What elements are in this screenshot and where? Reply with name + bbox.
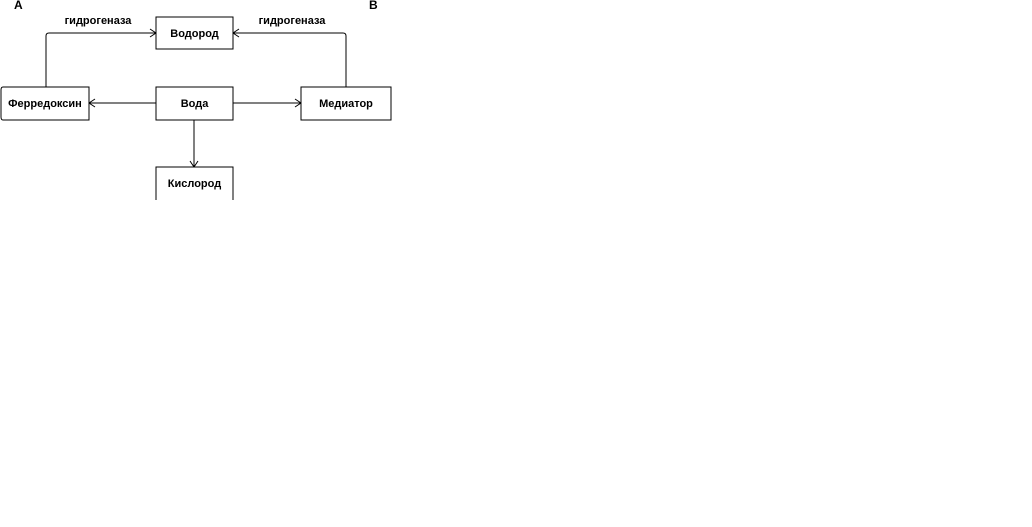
- node-ferredoxin: [1, 87, 89, 120]
- node-ferredoxin-label: Ферредоксин: [8, 98, 82, 110]
- node-mediator-label: Медиатор: [319, 98, 373, 110]
- right-enzyme-label: гидрогеназа: [258, 15, 326, 27]
- edge-ferredoxin-to-hydrogen: [46, 29, 156, 87]
- node-hydrogen: [156, 17, 233, 49]
- node-oxygen-label: Кислород: [167, 178, 222, 190]
- edge-mediator-to-hydrogen: [233, 29, 346, 87]
- edge-water-to-ferredoxin: [89, 99, 156, 107]
- node-water: [156, 87, 233, 120]
- edge-water-to-oxygen: [190, 120, 198, 167]
- corner-label-a: A: [14, 0, 23, 12]
- node-oxygen: [156, 167, 233, 200]
- corner-label-b: B: [369, 0, 378, 12]
- edge-water-to-mediator: [233, 99, 301, 107]
- node-mediator: [301, 87, 391, 120]
- node-hydrogen-label: Водород: [170, 28, 219, 40]
- node-water-label: Вода: [180, 98, 209, 110]
- left-enzyme-label: гидрогеназа: [64, 15, 132, 27]
